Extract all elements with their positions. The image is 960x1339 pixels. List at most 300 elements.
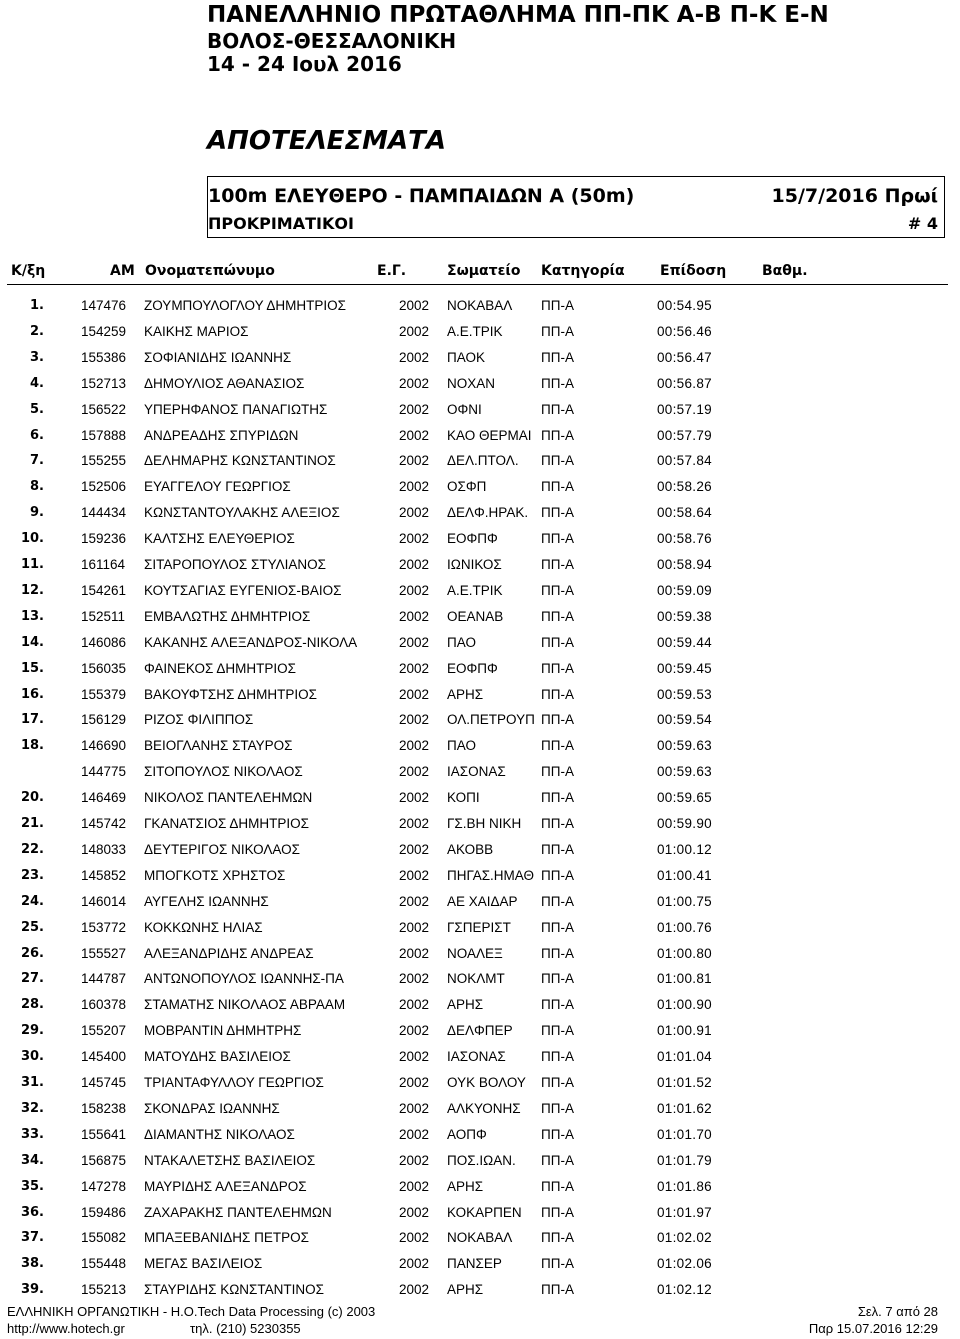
row-time: 01:00.90 xyxy=(657,997,712,1013)
row-am: 146469 xyxy=(81,790,127,806)
row-name: ΜΑΥΡΙΔΗΣ ΑΛΕΞΑΝΔΡΟΣ xyxy=(144,1178,307,1194)
row-rank: 33. xyxy=(20,1126,44,1142)
row-am: 156522 xyxy=(81,401,127,417)
row-name: ΜΕΓΑΣ ΒΑΣΙΛΕΙΟΣ xyxy=(144,1256,263,1272)
row-year: 2002 xyxy=(399,1100,430,1116)
row-am: 157888 xyxy=(81,427,127,443)
row-rank: 29. xyxy=(20,1023,44,1039)
table-row xyxy=(0,1230,960,1256)
table-row xyxy=(0,531,960,557)
row-rank: 37. xyxy=(20,1230,44,1246)
section-title: ΑΠΟΤΕΛΕΣΜΑΤΑ xyxy=(207,126,446,156)
row-rank: 5. xyxy=(30,401,44,417)
row-name: ΡΙΖΟΣ ΦΙΛΙΠΠΟΣ xyxy=(144,712,254,728)
row-time: 00:59.45 xyxy=(657,660,712,676)
row-category: ΠΠ-Α xyxy=(541,867,574,883)
table-row xyxy=(0,712,960,738)
row-category: ΠΠ-Α xyxy=(541,375,574,391)
row-am: 155386 xyxy=(81,349,127,365)
row-club: ΠΑΟ xyxy=(447,738,476,754)
row-am: 155082 xyxy=(81,1230,127,1246)
row-name: ΖΑΧΑΡΑΚΗΣ ΠΑΝΤΕΛΕΗΜΩΝ xyxy=(144,1204,332,1220)
row-name: ΜΑΤΟΥΔΗΣ ΒΑΣΙΛΕΙΟΣ xyxy=(144,1049,291,1065)
row-rank: 21. xyxy=(20,816,44,831)
row-category: ΠΠ-Α xyxy=(541,1256,574,1272)
table-row xyxy=(0,298,960,324)
row-name: ΣΚΟΝΔΡΑΣ ΙΩΑΝΝΗΣ xyxy=(144,1100,280,1116)
row-year: 2002 xyxy=(399,323,430,339)
meet-location: ΒΟΛΟΣ-ΘΕΣΣΑΛΟΝΙΚΗ xyxy=(207,29,457,53)
row-name: ΖΟΥΜΠΟΥΛΟΓΛΟΥ ΔΗΜΗΤΡΙΟΣ xyxy=(144,298,346,313)
row-category: ΠΠ-Α xyxy=(541,816,574,831)
row-name: ΦΑΙΝΕΚΟΣ ΔΗΜΗΤΡΙΟΣ xyxy=(144,660,296,676)
table-row xyxy=(0,790,960,816)
row-year: 2002 xyxy=(399,841,430,857)
row-rank: 38. xyxy=(20,1256,44,1272)
table-row xyxy=(0,376,960,402)
row-time: 01:02.02 xyxy=(657,1230,712,1246)
row-rank: 14. xyxy=(20,634,44,650)
row-am: 161164 xyxy=(81,557,126,572)
row-rank: 20. xyxy=(20,790,44,806)
row-rank: 9. xyxy=(30,505,44,521)
row-category: ΠΠ-Α xyxy=(541,764,574,780)
row-club: ΠΗΓΑΣ.ΗΜΑΘ xyxy=(447,867,535,883)
table-row xyxy=(0,609,960,635)
row-year: 2002 xyxy=(399,505,430,521)
row-year: 2002 xyxy=(399,790,430,806)
row-year: 2002 xyxy=(399,919,430,935)
row-club: ΑΚΟΒΒ xyxy=(447,841,494,857)
row-club: ΑΡΗΣ xyxy=(447,1178,484,1194)
row-am: 146014 xyxy=(81,893,127,909)
row-rank: 17. xyxy=(20,712,44,728)
table-row xyxy=(0,842,960,868)
meet-dates: 14 - 24 Ιουλ 2016 xyxy=(207,52,402,76)
table-row xyxy=(0,997,960,1023)
row-category: ΠΠ-Α xyxy=(541,1178,574,1194)
row-time: 00:59.09 xyxy=(657,582,712,598)
row-time: 00:59.90 xyxy=(657,816,712,831)
row-time: 01:00.81 xyxy=(657,971,712,987)
row-time: 01:02.12 xyxy=(657,1282,712,1298)
table-row xyxy=(0,1256,960,1282)
row-year: 2002 xyxy=(399,1282,430,1298)
row-club: ΠΑΟΚ xyxy=(447,349,485,365)
row-year: 2002 xyxy=(399,557,430,572)
row-name: ΔΕΛΗΜΑΡΗΣ ΚΩΝΣΤΑΝΤΙΝΟΣ xyxy=(144,453,336,469)
row-time: 01:02.06 xyxy=(657,1256,712,1272)
row-rank: 6. xyxy=(30,427,44,443)
row-club: ΙΑΣΟΝΑΣ xyxy=(447,1049,506,1065)
row-club: ΠΟΣ.ΙΩΑΝ. xyxy=(447,1152,516,1168)
row-year: 2002 xyxy=(399,660,430,676)
table-row xyxy=(0,738,960,764)
row-am: 153772 xyxy=(81,919,127,935)
row-time: 01:00.76 xyxy=(657,919,712,935)
table-row xyxy=(0,1127,960,1153)
row-name: ΚΑΚΑΝΗΣ ΑΛΕΞΑΝΔΡΟΣ-ΝΙΚΟΛΑ xyxy=(144,634,358,650)
row-am: 154261 xyxy=(81,582,127,598)
row-time: 00:59.63 xyxy=(657,738,712,754)
event-header-box xyxy=(207,176,945,238)
row-time: 01:00.91 xyxy=(657,1023,712,1039)
row-time: 01:01.52 xyxy=(657,1075,712,1090)
row-name: ΤΡΙΑΝΤΑΦΥΛΛΟΥ ΓΕΩΡΓΙΟΣ xyxy=(144,1075,324,1090)
row-club: ΚΟΚΑΡΠΕΝ xyxy=(447,1204,522,1220)
row-name: ΓΚΑΝΑΤΣΙΟΣ ΔΗΜΗΤΡΙΟΣ xyxy=(144,816,309,831)
row-am: 152511 xyxy=(81,608,126,624)
row-year: 2002 xyxy=(399,608,430,624)
row-name: ΔΙΑΜΑΝΤΗΣ ΝΙΚΟΛΑΟΣ xyxy=(144,1126,295,1142)
row-name: ΣΙΤΑΡΟΠΟΥΛΟΣ ΣΤΥΛΙΑΝΟΣ xyxy=(144,557,326,572)
row-time: 01:01.86 xyxy=(657,1178,712,1194)
row-am: 156875 xyxy=(81,1152,127,1168)
row-year: 2002 xyxy=(399,531,430,547)
row-time: 01:00.80 xyxy=(657,945,712,961)
row-rank: 32. xyxy=(20,1100,44,1116)
row-time: 00:58.64 xyxy=(657,505,712,521)
row-club: ΟΕΑΝΑΒ xyxy=(447,608,504,624)
row-time: 00:58.94 xyxy=(657,557,712,572)
row-time: 00:59.63 xyxy=(657,764,712,780)
row-club: ΟΣΦΠ xyxy=(447,479,487,495)
row-rank: 35. xyxy=(20,1178,44,1194)
footer-website[interactable]: http://www.hotech.gr xyxy=(7,1321,125,1336)
row-year: 2002 xyxy=(399,298,430,313)
row-am: 159486 xyxy=(81,1204,127,1220)
row-club: ΝΟΑΛΕΞ xyxy=(447,945,503,961)
header-divider xyxy=(7,284,948,285)
row-category: ΠΠ-Α xyxy=(541,1023,574,1039)
row-name: ΚΑΛΤΣΗΣ ΕΛΕΥΘΕΡΙΟΣ xyxy=(144,531,295,547)
row-year: 2002 xyxy=(399,453,430,469)
row-time: 00:56.46 xyxy=(657,323,712,339)
footer-phone: τηλ. (210) 5230355 xyxy=(190,1321,301,1336)
row-year: 2002 xyxy=(399,1023,430,1039)
table-row xyxy=(0,1205,960,1231)
row-category: ΠΠ-Α xyxy=(541,349,574,365)
row-year: 2002 xyxy=(399,1204,430,1220)
row-rank: 27. xyxy=(20,971,44,987)
row-club: ΕΟΦΠΦ xyxy=(447,660,498,676)
row-name: ΕΜΒΑΛΩΤΗΣ ΔΗΜΗΤΡΙΟΣ xyxy=(144,608,311,624)
col-name: Ονοματεπώνυμο xyxy=(145,263,275,279)
row-year: 2002 xyxy=(399,867,430,883)
row-year: 2002 xyxy=(399,738,430,754)
row-time: 01:01.04 xyxy=(657,1049,712,1065)
row-club: ΝΟΚΛΜΤ xyxy=(447,971,505,987)
table-row xyxy=(0,816,960,842)
row-year: 2002 xyxy=(399,945,430,961)
row-am: 145852 xyxy=(81,867,127,883)
row-rank: 13. xyxy=(20,608,44,624)
table-row xyxy=(0,764,960,790)
row-am: 154259 xyxy=(81,323,127,339)
table-row xyxy=(0,687,960,713)
row-category: ΠΠ-Α xyxy=(541,971,574,987)
row-category: ΠΠ-Α xyxy=(541,1282,574,1298)
row-category: ΠΠ-Α xyxy=(541,1126,574,1142)
row-am: 147476 xyxy=(81,298,127,313)
row-name: ΣΤΑΥΡΙΔΗΣ ΚΩΝΣΤΑΝΤΙΝΟΣ xyxy=(144,1282,324,1298)
row-time: 00:57.79 xyxy=(657,427,712,443)
row-rank: 16. xyxy=(20,686,44,702)
col-club: Σωματείο xyxy=(447,263,521,279)
row-rank: 36. xyxy=(20,1204,44,1220)
row-am: 155213 xyxy=(81,1282,127,1298)
row-rank: 30. xyxy=(20,1049,44,1065)
row-name: ΣΤΑΜΑΤΗΣ ΝΙΚΟΛΑΟΣ ΑΒΡΑΑΜ xyxy=(144,997,346,1013)
row-category: ΠΠ-Α xyxy=(541,997,574,1013)
row-club: ΟΛ.ΠΕΤΡΟΥΠ xyxy=(447,712,535,728)
row-club: ΟΥΚ ΒΟΛΟΥ xyxy=(447,1075,526,1090)
row-time: 00:56.47 xyxy=(657,349,712,365)
row-year: 2002 xyxy=(399,997,430,1013)
row-am: 156035 xyxy=(81,660,127,676)
row-name: ΣΟΦΙΑΝΙΔΗΣ ΙΩΑΝΝΗΣ xyxy=(144,349,292,365)
row-club: ΟΦΝΙ xyxy=(447,401,482,417)
row-time: 00:56.87 xyxy=(657,375,712,391)
row-category: ΠΠ-Α xyxy=(541,945,574,961)
row-club: ΓΣΠΕΡΙΣΤ xyxy=(447,919,511,935)
row-name: ΜΠΟΓΚΟΤΣ ΧΡΗΣΤΟΣ xyxy=(144,867,286,883)
event-round: ΠΡΟΚΡΙΜΑΤΙΚΟΙ xyxy=(208,214,354,233)
row-am: 152713 xyxy=(81,375,127,391)
row-time: 00:57.19 xyxy=(657,401,712,417)
row-category: ΠΠ-Α xyxy=(541,298,574,313)
row-club: ΕΟΦΠΦ xyxy=(447,531,498,547)
row-year: 2002 xyxy=(399,686,430,702)
row-rank: 3. xyxy=(30,349,44,365)
row-rank: 15. xyxy=(20,660,44,676)
col-time: Επίδοση xyxy=(660,263,727,279)
row-rank: 23. xyxy=(20,867,44,883)
row-name: ΚΟΥΤΣΑΓΙΑΣ ΕΥΓΕΝΙΟΣ-ΒΑΙΟΣ xyxy=(144,582,342,598)
row-category: ΠΠ-Α xyxy=(541,738,574,754)
row-rank: 7. xyxy=(30,453,44,469)
table-row xyxy=(0,1075,960,1101)
row-category: ΠΠ-Α xyxy=(541,712,574,728)
row-time: 00:59.44 xyxy=(657,634,712,650)
row-year: 2002 xyxy=(399,1178,430,1194)
row-am: 155379 xyxy=(81,686,127,702)
row-name: ΚΟΚΚΩΝΗΣ ΗΛΙΑΣ xyxy=(144,919,263,935)
row-name: ΚΩΝΣΤΑΝΤΟΥΛΑΚΗΣ ΑΛΕΞΙΟΣ xyxy=(144,505,340,521)
row-am: 145745 xyxy=(81,1075,127,1090)
row-year: 2002 xyxy=(399,1049,430,1065)
row-club: ΚΟΠΙ xyxy=(447,790,480,806)
row-club: ΚΑΟ ΘΕΡΜΑΙ xyxy=(447,427,532,443)
row-category: ΠΠ-Α xyxy=(541,479,574,495)
row-name: ΜΟΒΡΑΝΤΙΝ ΔΗΜΗΤΡΗΣ xyxy=(144,1023,302,1039)
row-am: 148033 xyxy=(81,841,127,857)
row-am: 159236 xyxy=(81,531,127,547)
row-am: 160378 xyxy=(81,997,127,1013)
table-row xyxy=(0,350,960,376)
row-time: 00:59.65 xyxy=(657,790,712,806)
row-club: Α.Ε.ΤΡΙΚ xyxy=(447,582,503,598)
row-am: 155448 xyxy=(81,1256,127,1272)
row-am: 155641 xyxy=(81,1126,127,1142)
row-am: 158238 xyxy=(81,1100,127,1116)
table-row xyxy=(0,557,960,583)
event-number: # 4 xyxy=(907,214,938,233)
row-category: ΠΠ-Α xyxy=(541,427,574,443)
row-time: 01:00.41 xyxy=(657,867,712,883)
row-category: ΠΠ-Α xyxy=(541,582,574,598)
row-category: ΠΠ-Α xyxy=(541,893,574,909)
row-category: ΠΠ-Α xyxy=(541,634,574,650)
row-am: 155527 xyxy=(81,945,127,961)
event-datetime: 15/7/2016 Πρωί xyxy=(771,185,938,207)
table-row xyxy=(0,971,960,997)
row-time: 00:59.54 xyxy=(657,712,712,728)
table-row xyxy=(0,894,960,920)
footer-org: ΕΛΛΗΝΙΚΗ ΟΡΓΑΝΩΤΙΚΗ - Η.Ο.Tech Data Processing (c) 2003 xyxy=(7,1304,376,1319)
row-year: 2002 xyxy=(399,479,430,495)
row-am: 152506 xyxy=(81,479,127,495)
row-am: 156129 xyxy=(81,712,127,728)
table-row xyxy=(0,920,960,946)
row-time: 00:59.53 xyxy=(657,686,712,702)
row-time: 00:58.26 xyxy=(657,479,712,495)
meet-title: ΠΑΝΕΛΛΗΝΙΟ ΠΡΩΤΑΘΛΗΜΑ ΠΠ-ΠΚ Α-Β Π-Κ Ε-Ν xyxy=(207,2,829,28)
table-row xyxy=(0,453,960,479)
row-club: ΝΟΚΑΒΑΛ xyxy=(447,1230,513,1246)
row-category: ΠΠ-Α xyxy=(541,531,574,547)
row-category: ΠΠ-Α xyxy=(541,660,574,676)
row-club: ΙΑΣΟΝΑΣ xyxy=(447,764,506,780)
row-name: ΒΑΚΟΥΦΤΣΗΣ ΔΗΜΗΤΡΙΟΣ xyxy=(144,686,317,702)
row-club: ΝΟΧΑΝ xyxy=(447,375,496,391)
row-time: 01:00.12 xyxy=(657,841,712,857)
row-name: ΑΝΤΩΝΟΠΟΥΛΟΣ ΙΩΑΝΝΗΣ-ΠΑ xyxy=(144,971,344,987)
row-am: 155255 xyxy=(81,453,127,469)
col-rank: Κ/ξη xyxy=(11,263,46,279)
row-rank: 1. xyxy=(30,298,44,313)
row-rank: 31. xyxy=(20,1075,44,1090)
row-name: ΒΕΙΟΓΛΑΝΗΣ ΣΤΑΥΡΟΣ xyxy=(144,738,293,754)
row-name: ΔΗΜΟΥΛΙΟΣ ΑΘΑΝΑΣΙΟΣ xyxy=(144,375,305,391)
row-time: 01:01.70 xyxy=(657,1126,712,1142)
event-name: 100m ΕΛΕΥΘΕΡΟ - ΠΑΜΠΑΙΔΩΝ Α (50m) xyxy=(208,185,635,207)
footer-printed: Παρ 15.07.2016 12:29 xyxy=(808,1321,938,1336)
row-rank: 12. xyxy=(20,582,44,598)
row-year: 2002 xyxy=(399,1152,430,1168)
row-category: ΠΠ-Α xyxy=(541,453,574,469)
row-name: ΑΛΕΞΑΝΔΡΙΔΗΣ ΑΝΔΡΕΑΣ xyxy=(144,945,314,961)
table-row xyxy=(0,428,960,454)
row-category: ΠΠ-Α xyxy=(541,686,574,702)
row-name: ΝΤΑΚΑΛΕΤΣΗΣ ΒΑΣΙΛΕΙΟΣ xyxy=(144,1152,316,1168)
row-rank: 34. xyxy=(20,1152,44,1168)
row-category: ΠΠ-Α xyxy=(541,1100,574,1116)
row-club: ΓΣ.ΒΗ ΝΙΚΗ xyxy=(447,816,522,831)
row-rank: 4. xyxy=(30,375,44,391)
row-category: ΠΠ-Α xyxy=(541,323,574,339)
row-rank: 10. xyxy=(20,531,44,547)
table-row xyxy=(0,402,960,428)
row-time: 00:59.38 xyxy=(657,608,712,624)
table-row xyxy=(0,324,960,350)
row-club: ΔΕΛΦΠΕΡ xyxy=(447,1023,513,1039)
row-year: 2002 xyxy=(399,401,430,417)
row-category: ΠΠ-Α xyxy=(541,401,574,417)
row-rank: 22. xyxy=(20,841,44,857)
row-year: 2002 xyxy=(399,1230,430,1246)
row-category: ΠΠ-Α xyxy=(541,1075,574,1090)
row-name: ΜΠΑΞΕΒΑΝΙΔΗΣ ΠΕΤΡΟΣ xyxy=(144,1230,309,1246)
row-club: ΔΕΛΦ.ΗΡΑΚ. xyxy=(447,505,529,521)
row-name: ΚΑΙΚΗΣ ΜΑΡΙΟΣ xyxy=(144,323,249,339)
row-am: 146690 xyxy=(81,738,127,754)
row-club: ΑΛΚΥΟΝΗΣ xyxy=(447,1100,521,1116)
row-year: 2002 xyxy=(399,1256,430,1272)
row-rank: 8. xyxy=(30,479,44,495)
col-category: Κατηγορία xyxy=(541,263,625,279)
row-category: ΠΠ-Α xyxy=(541,1230,574,1246)
row-year: 2002 xyxy=(399,971,430,987)
row-club: ΑΡΗΣ xyxy=(447,997,484,1013)
row-time: 00:57.84 xyxy=(657,453,712,469)
row-am: 144787 xyxy=(81,971,127,987)
row-name: ΑΝΔΡΕΑΔΗΣ ΣΠΥΡΙΔΩΝ xyxy=(144,427,299,443)
row-year: 2002 xyxy=(399,582,430,598)
row-name: ΑΥΓΕΛΗΣ ΙΩΑΝΝΗΣ xyxy=(144,893,269,909)
row-club: ΠΑΟ xyxy=(447,634,476,650)
row-year: 2002 xyxy=(399,349,430,365)
row-club: ΙΩΝΙΚΟΣ xyxy=(447,557,502,572)
table-row xyxy=(0,1101,960,1127)
row-time: 01:01.97 xyxy=(657,1204,712,1220)
row-rank: 39. xyxy=(20,1282,44,1298)
row-rank: 18. xyxy=(20,738,44,754)
row-rank: 28. xyxy=(20,997,44,1013)
row-category: ΠΠ-Α xyxy=(541,1152,574,1168)
col-year: Ε.Γ. xyxy=(377,263,407,279)
row-rank: 11. xyxy=(20,557,44,572)
row-time: 00:54.95 xyxy=(657,298,712,313)
footer-page: Σελ. 7 από 28 xyxy=(857,1304,938,1319)
table-row xyxy=(0,661,960,687)
row-time: 01:01.79 xyxy=(657,1152,712,1168)
table-row xyxy=(0,1049,960,1075)
row-category: ΠΠ-Α xyxy=(541,608,574,624)
row-year: 2002 xyxy=(399,893,430,909)
row-name: ΣΙΤΟΠΟΥΛΟΣ ΝΙΚΟΛΑΟΣ xyxy=(144,764,303,780)
row-category: ΠΠ-Α xyxy=(541,790,574,806)
row-year: 2002 xyxy=(399,816,430,831)
row-rank: 2. xyxy=(30,323,44,339)
row-club: ΠΑΝΣΕΡ xyxy=(447,1256,502,1272)
row-year: 2002 xyxy=(399,712,430,728)
row-club: ΑΡΗΣ xyxy=(447,686,484,702)
row-category: ΠΠ-Α xyxy=(541,557,574,572)
row-year: 2002 xyxy=(399,375,430,391)
table-row xyxy=(0,946,960,972)
table-row xyxy=(0,635,960,661)
row-time: 01:00.75 xyxy=(657,893,712,909)
table-row xyxy=(0,479,960,505)
row-name: ΥΠΕΡΗΦΑΝΟΣ ΠΑΝΑΓΙΩΤΗΣ xyxy=(144,401,328,417)
row-year: 2002 xyxy=(399,1126,430,1142)
row-club: ΑΟΠΦ xyxy=(447,1126,487,1142)
row-am: 146086 xyxy=(81,634,127,650)
col-points: Βαθμ. xyxy=(762,263,808,279)
col-am: ΑΜ xyxy=(110,263,135,279)
row-category: ΠΠ-Α xyxy=(541,841,574,857)
